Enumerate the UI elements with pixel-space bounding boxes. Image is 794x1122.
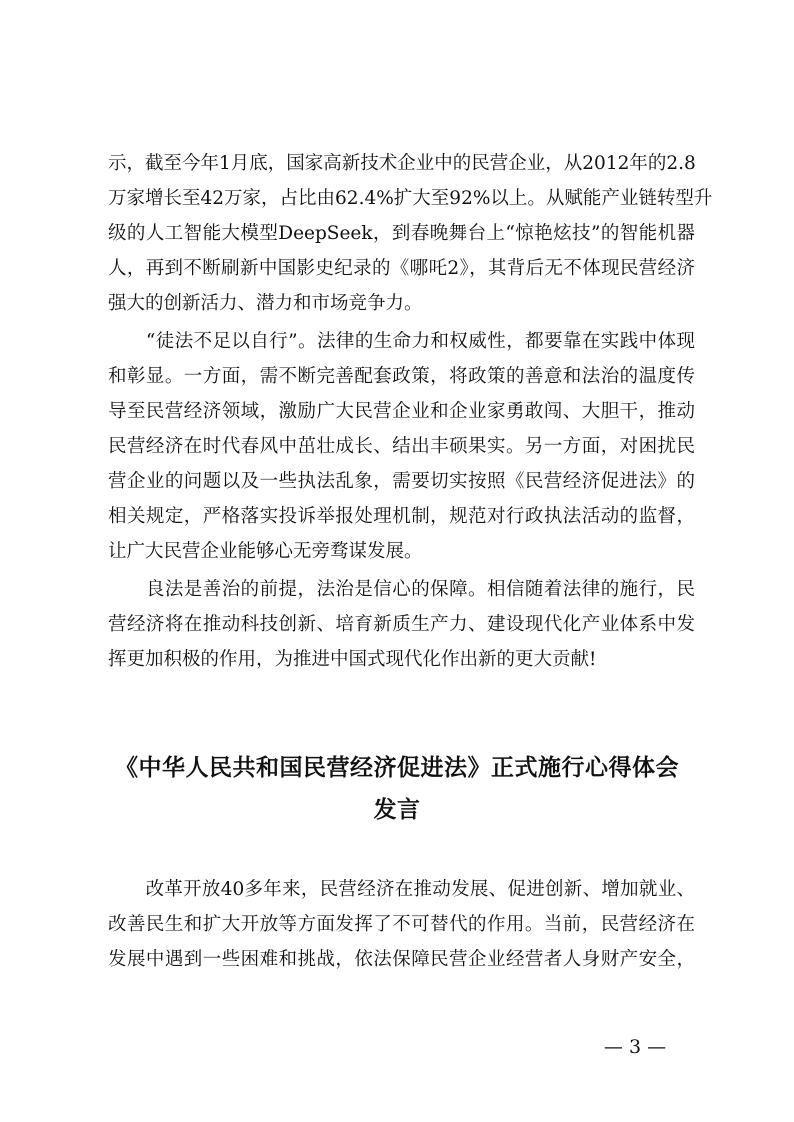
text-line: 强大的创新活力、潜力和市场竞争力。 <box>108 293 423 314</box>
paragraph-reform-opening <box>108 872 695 977</box>
text-line: 改善民生和扩大开放等方面发挥了不可替代的作用。当前，民营经济在 <box>108 914 695 935</box>
text-line: 良法是善治的前提，法治是信心的保障。相信随着法律的施行，民 <box>108 579 695 600</box>
text-line: 挥更加积极的作用，为推进中国式现代化作出新的更大贡献! <box>108 649 597 670</box>
paragraph-conclusion <box>108 572 695 677</box>
text-line: 人，再到不断刷新中国影史纪录的《哪吒2》，其背后无不体现民营经济 <box>108 258 695 279</box>
body-text-top <box>108 146 713 677</box>
text-line: 发展中遇到一些困难和挑战，依法保障民营企业经营者人身财产安全， <box>108 949 695 970</box>
section-title: 《中华人民共和国民营经济促进法》正式施行心得体会 <box>115 755 679 781</box>
text-line: 级的人工智能大模型DeepSeek，到春晚舞台上“惊艳炫技”的智能机器 <box>108 223 695 244</box>
text-line: 导至民营经济领域，激励广大民营企业和企业家勇敢闯、大胆干，推动 <box>108 401 695 422</box>
page-number: — 3 — <box>603 1036 667 1058</box>
text-line: 营企业的问题以及一些执法乱象，需要切实按照《民营经济促进法》的 <box>108 471 695 492</box>
body-text-bottom <box>108 872 695 977</box>
text-line: 示，截至今年1月底，国家高新技术企业中的民营企业，从2012年的2.8 <box>108 153 696 174</box>
text-line: 相关规定，严格落实投诉举报处理机制，规范对行政执法活动的监督， <box>108 506 695 527</box>
text-line: 让广大民营企业能够心无旁骛谋发展。 <box>108 541 423 562</box>
text-line: 和彰显。一方面，需不断完善配套政策，将政策的善意和法治的温度传 <box>108 366 695 387</box>
section-title-continuation: 发言 <box>373 797 421 823</box>
paragraph-innovation <box>108 146 713 321</box>
text-line: 改革开放40多年来，民营经济在推动发展、促进创新、增加就业、 <box>108 879 695 900</box>
text-line: 营经济将在推动科技创新、培育新质生产力、建设现代化产业体系中发 <box>108 614 695 635</box>
text-line: 万家增长至42万家，占比由62.4%扩大至92%以上。从赋能产业链转型升 <box>108 188 713 209</box>
paragraph-enforcement <box>108 324 695 569</box>
text-line: 民营经济在时代春风中茁壮成长、结出丰硕果实。另一方面，对困扰民 <box>108 436 695 457</box>
text-line: “徒法不足以自行”。法律的生命力和权威性，都要靠在实践中体现 <box>108 331 695 352</box>
